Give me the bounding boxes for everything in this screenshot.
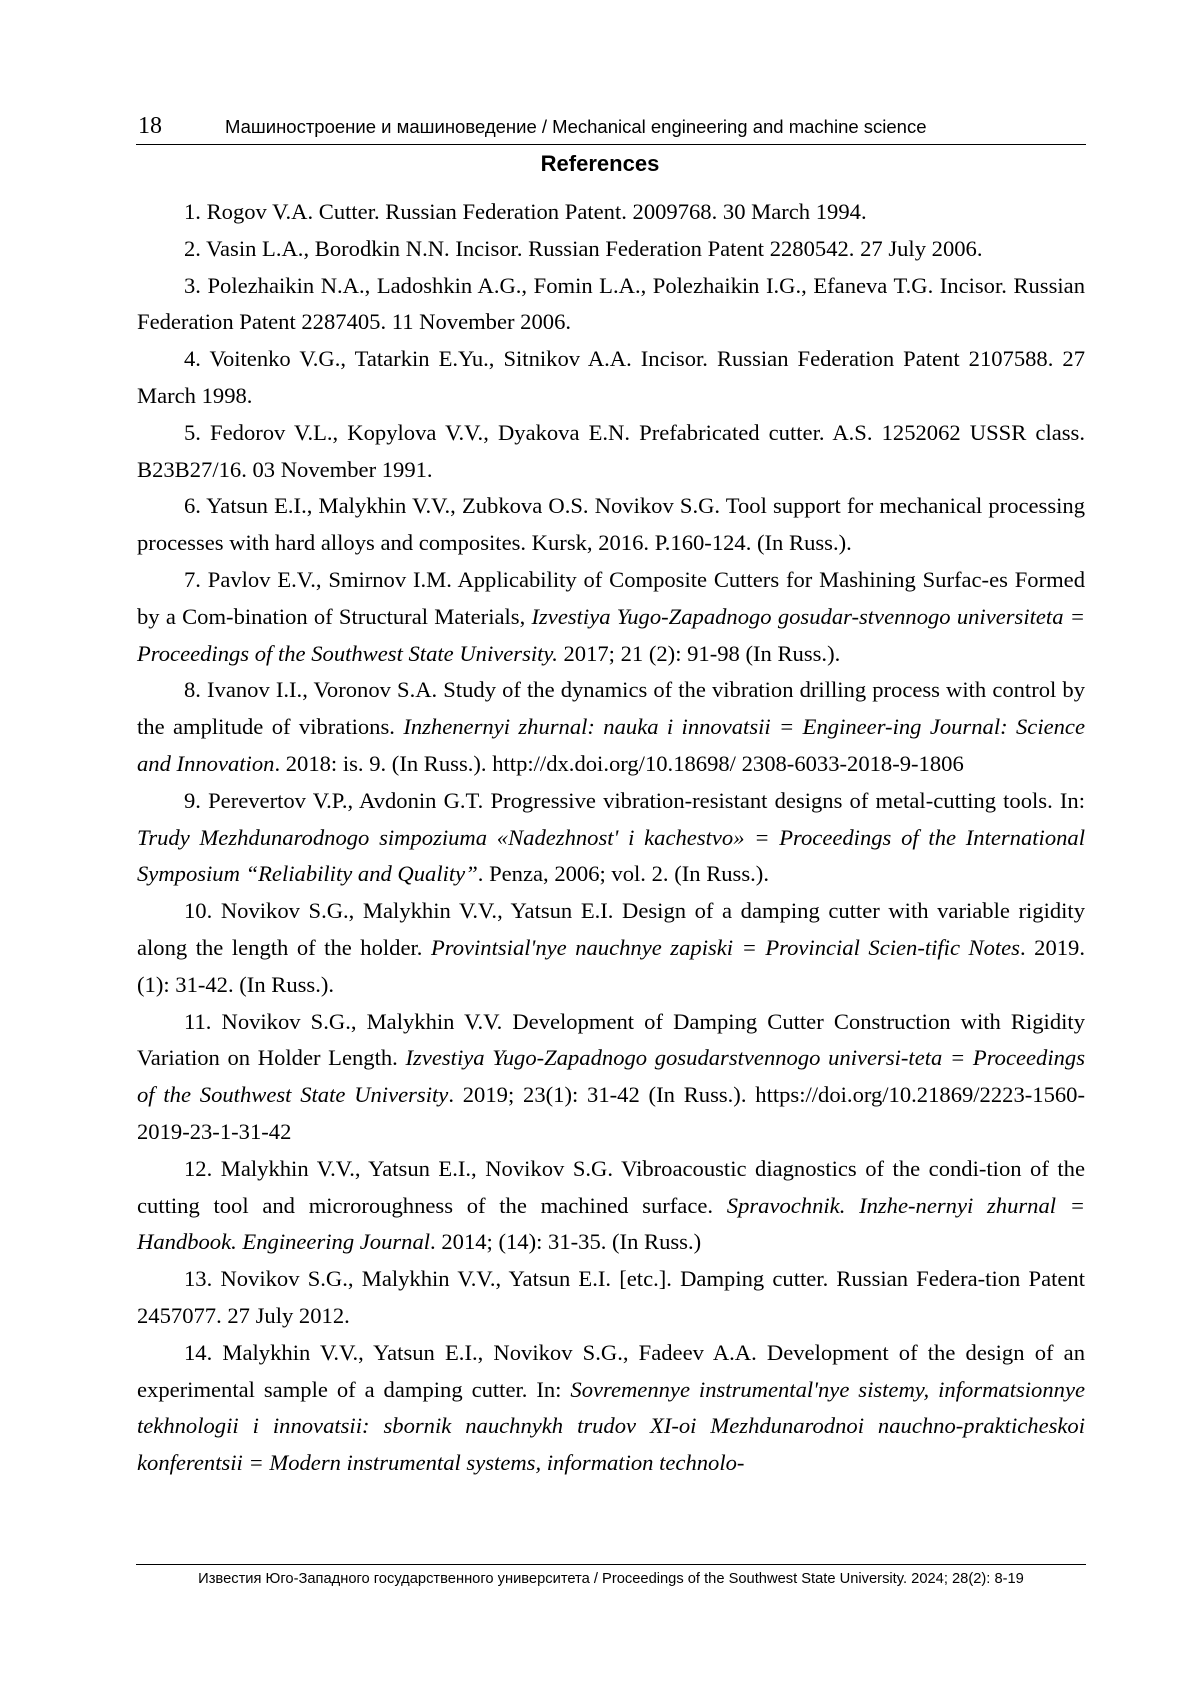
reference-item: 6. Yatsun E.I., Malykhin V.V., Zubkova O.S. Novikov S.G. Tool support for mechanical processing processes with hard alloys and composites. Kursk, 2016. P.160-124. (In Russ.).: [137, 493, 1085, 556]
reference-list: [137, 194, 1085, 1482]
reference-item: 13. Novikov S.G., Malykhin V.V., Yatsun E.I. [etc.]. Damping cutter. Russian Federa-tion Patent 2457077. 27 July 2012.: [137, 1266, 1085, 1328]
reference-item: 5. Fedorov V.L., Kopylova V.V., Dyakova E.N. Prefabricated cutter. A.S. 1252062 USSR class. B23B27/16. 03 November 1991.: [137, 419, 1085, 482]
page-number: 18: [138, 113, 162, 139]
reference-item: 11. Novikov S.G., Malykhin V.V. Development of Damping Cutter Construction with Rigidity Variation on Holder Length. Izvestiya Yugo-Zapadnogo gosudarstvennogo universi-teta = Proceedings of the Southwest State University. 2019; 23(1): 31-42 (In Russ.). https://doi.org/10.21869/2223-1560-2019-23-1-31-42: [137, 1008, 1086, 1144]
reference-item: 1. Rogov V.A. Cutter. Russian Federation Patent. 2009768. 30 March 1994.: [184, 199, 867, 224]
journal-section-title: Машиностроение и машиноведение / Mechanical engineering and machine science: [225, 116, 927, 137]
reference-item: 4. Voitenko V.G., Tatarkin E.Yu., Sitnikov A.A. Incisor. Russian Federation Patent 2107588. 27 March 1998.: [137, 346, 1085, 408]
reference-item: 8. Ivanov I.I., Voronov S.A. Study of the dynamics of the vibration drilling process with control by the amplitude of vibrations. Inzhenernyi zhurnal: nauka i innovatsii = Engineer-ing Journal: Science and Innovation. 2018: is. 9. (In Russ.). http://dx.doi.org/10.18698/ 2308-6033-2018-9-1806: [137, 677, 1085, 776]
reference-item: 10. Novikov S.G., Malykhin V.V., Yatsun E.I. Design of a damping cutter with variable rigidity along the length of the holder. Provintsial'nye nauchnye zapiski = Provincial Scien-tific Notes. 2019. (1): 31-42. (In Russ.).: [137, 898, 1085, 997]
reference-item: 3. Polezhaikin N.A., Ladoshkin A.G., Fomin L.A., Polezhaikin I.G., Efaneva T.G. Incisor. Russian Federation Patent 2287405. 11 November 2006.: [137, 272, 1085, 335]
reference-item: 2. Vasin L.A., Borodkin N.N. Incisor. Russian Federation Patent 2280542. 27 July 2006.: [184, 235, 983, 261]
reference-item: 9. Perevertov V.P., Avdonin G.T. Progressive vibration-resistant designs of metal-cutting tools. In: Trudy Mezhdunarodnogo simpoziuma «Nadezhnost' i kachestvo» = Proceedings of the International Symposium “Reliability and Quality”. Penza, 2006; vol. 2. (In Russ.).: [137, 787, 1085, 887]
reference-item: 14. Malykhin V.V., Yatsun E.I., Novikov S.G., Fadeev A.A. Development of the design of an experimental sample of a damping cutter. In: Sovremennye instrumental'nye sistemy, informatsionnye tekhnologii i innovatsii: sbornik nauchnykh trudov XI-oi Mezhdunarodnoi nauchno-prakticheskoi konferentsii = Modern instrumental systems, information technolo-: [137, 1339, 1085, 1476]
reference-item: 7. Pavlov E.V., Smirnov I.M. Applicability of Composite Cutters for Mashining Surfac-es Formed by a Com-bination of Structural Materials, Izvestiya Yugo-Zapadnogo gosudar-stvennogo universiteta = Proceedings of the Southwest State University. 2017; 21 (2): 91-98 (In Russ.).: [137, 566, 1085, 666]
running-footer-citation: Известия Юго-Западного государственного университета / Proceedings of the Southwest State University. 2024; 28(2): 8-19: [136, 1564, 1086, 1589]
reference-item: 12. Malykhin V.V., Yatsun E.I., Novikov S.G. Vibroacoustic diagnostics of the condi-tion of the cutting tool and microroughness of the machined surface. Spravochnik. Inzhe-nernyi zhurnal = Handbook. Engineering Journal. 2014; (14): 31-35. (In Russ.): [137, 1155, 1085, 1255]
running-header: [136, 112, 1086, 145]
references-heading: References: [540, 151, 660, 176]
